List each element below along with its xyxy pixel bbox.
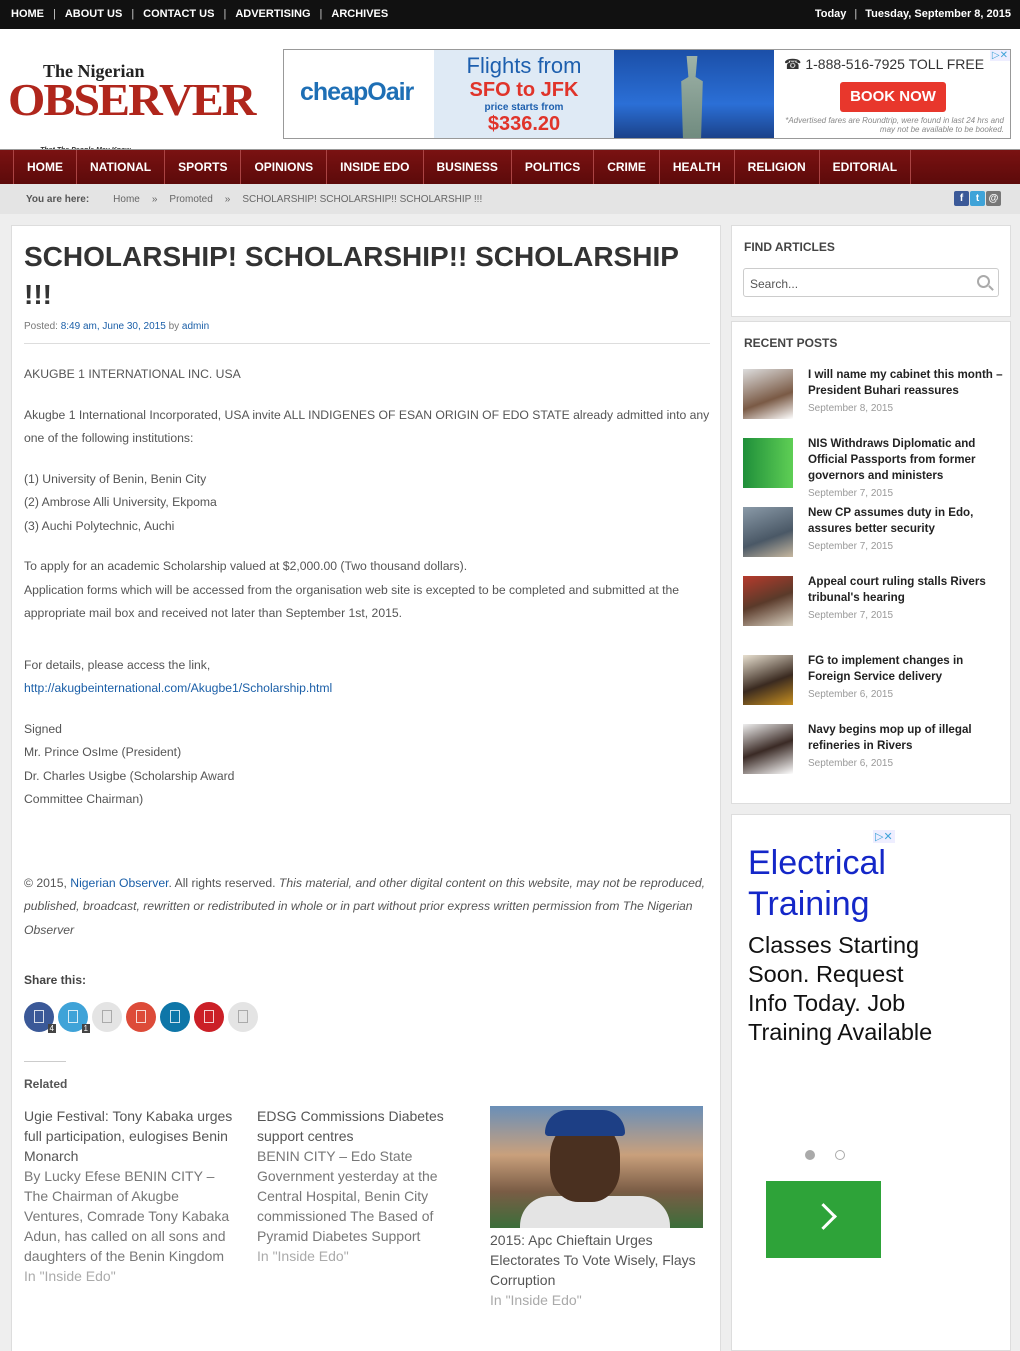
- nav-opinions[interactable]: OPINIONS: [240, 150, 326, 185]
- post-date: September 6, 2015: [808, 758, 894, 769]
- phone-icon: ☎: [784, 56, 806, 72]
- recent-posts-heading: RECENT POSTS: [744, 336, 838, 350]
- post-title[interactable]: Navy begins mop up of illegal refineries in Rivers: [808, 723, 972, 752]
- recent-post[interactable]: [743, 655, 1003, 710]
- ad-brand: cheapOair: [300, 78, 414, 106]
- article-signature: Signed Mr. Prince OsIme (President) Dr. Charles Usigbe (Scholarship Award Committee Chairman): [24, 721, 235, 806]
- nav-religion[interactable]: RELIGION: [734, 150, 819, 185]
- ad-flight-offer: [434, 50, 614, 139]
- top-link-advertising[interactable]: ADVERTISING: [235, 8, 311, 20]
- twitter-icon[interactable]: t: [970, 191, 985, 206]
- related-divider: [24, 1061, 66, 1062]
- author-link[interactable]: admin: [181, 321, 210, 332]
- ad-line1: Flights from: [466, 53, 582, 78]
- copyright-link[interactable]: Nigerian Observer: [70, 875, 169, 890]
- ad-choices-icon[interactable]: ▷✕: [875, 831, 893, 843]
- share-label: Share this:: [24, 973, 87, 987]
- share-email-button[interactable]: [228, 1002, 258, 1032]
- copyright-notice: © 2015, Nigerian Observer. All rights reserved. This material, and other digital content on this website, may not be reproduced, published, broadcast, rewritten or redistributed in whole or in part without prior express written permission from The Nigerian Observer: [24, 875, 706, 937]
- ad-phone: ☎ 1-888-516-7925 TOLL FREE: [784, 56, 985, 72]
- related-title[interactable]: 2015: Apc Chieftain Urges Electorates To Vote Wisely, Flays Corruption: [490, 1232, 696, 1288]
- post-thumbnail[interactable]: [743, 576, 793, 626]
- ad-pagination: [805, 1150, 845, 1160]
- search-input[interactable]: Search...: [743, 268, 999, 297]
- breadcrumb: You are here: Home » Promoted » SCHOLARSHIP! SCHOLARSHIP!! SCHOLARSHIP !!! f t @: [0, 184, 1020, 214]
- nav-crime[interactable]: CRIME: [593, 150, 659, 185]
- breadcrumb-label: You are here:: [26, 194, 90, 205]
- article-apply: To apply for an academic Scholarship valued at $2,000.00 (Two thousand dollars). Application forms which will be accessed from the organisation web site is excepted to be completed and submitted at the appropriate mail box and received not later than September 1st, 2015.: [24, 559, 680, 620]
- post-date: September 7, 2015: [808, 488, 894, 499]
- related-heading: Related: [24, 1077, 68, 1091]
- current-date: Tuesday, September 8, 2015: [865, 8, 1011, 20]
- recent-post[interactable]: [743, 507, 1003, 562]
- related-category: In "Inside Edo": [257, 1248, 349, 1264]
- post-title[interactable]: New CP assumes duty in Edo, assures better security: [808, 506, 974, 535]
- breadcrumb-home[interactable]: Home: [113, 194, 140, 205]
- print-icon: [102, 1010, 112, 1023]
- related-item[interactable]: [490, 1106, 705, 1310]
- search-icon[interactable]: [977, 275, 990, 288]
- institution-list: (1) University of Benin, Benin City (2) Ambrose Alli University, Ekpoma (3) Auchi Polytechnic, Auchi: [24, 471, 217, 533]
- find-articles-heading: FIND ARTICLES: [744, 240, 835, 254]
- search-widget: [731, 225, 1011, 317]
- post-title[interactable]: NIS Withdraws Diplomatic and Official Passports from former governors and ministers: [808, 437, 976, 482]
- ad-dot[interactable]: [835, 1150, 845, 1160]
- top-link-about[interactable]: ABOUT US: [64, 8, 123, 20]
- ad-dot-active[interactable]: [805, 1150, 815, 1160]
- ad-body: Classes Starting Soon. Request Info Today. Job Training Available: [748, 932, 933, 1045]
- post-date: September 7, 2015: [808, 610, 894, 621]
- related-excerpt: By Lucky Efese BENIN CITY – The Chairman of Akugbe Ventures, Comrade Tony Kabaka Adun, has called on all sons and daughters of the Benin Kingdom: [24, 1168, 230, 1264]
- nav-inside-edo[interactable]: INSIDE EDO: [326, 150, 422, 185]
- nav-health[interactable]: HEALTH: [659, 150, 734, 185]
- social-links: [954, 191, 1001, 206]
- post-date: September 6, 2015: [808, 689, 894, 700]
- article-title: SCHOLARSHIP! SCHOLARSHIP!! SCHOLARSHIP !!!: [24, 241, 679, 310]
- related-title[interactable]: EDSG Commissions Diabetes support centres: [257, 1108, 444, 1144]
- article-details: For details, please access the link, http://akugbeinternational.com/Akugbe1/Scholarship.html: [24, 657, 333, 695]
- share-buttons: [24, 1002, 258, 1032]
- article-body: [24, 363, 714, 959]
- article: [11, 225, 721, 1351]
- related-excerpt: BENIN CITY – Edo State Government yesterday at the Central Hospital, Benin City commissioned The Based of Pyramid Diabetes Support: [257, 1148, 438, 1244]
- ad-book-now-button[interactable]: BOOK NOW: [840, 82, 946, 112]
- nav-editorial[interactable]: EDITORIAL: [819, 150, 911, 185]
- logo-observer: OBSERVER: [8, 75, 255, 126]
- related-category: In "Inside Edo": [24, 1268, 116, 1284]
- site-header: [0, 29, 1020, 149]
- ad-price: $336.20: [487, 113, 561, 135]
- pinterest-icon: [204, 1010, 214, 1023]
- article-org: AKUGBE 1 INTERNATIONAL INC. USA: [24, 367, 241, 381]
- post-title[interactable]: Appeal court ruling stalls Rivers tribunal's hearing: [808, 575, 986, 604]
- top-date: Today | Tuesday, September 8, 2015: [814, 8, 1011, 20]
- related-title[interactable]: Ugie Festival: Tony Kabaka urges full participation, eulogises Benin Monarch: [24, 1108, 233, 1164]
- recent-post[interactable]: [743, 724, 1003, 779]
- google-plus-icon: [136, 1010, 146, 1023]
- breadcrumb-promoted[interactable]: Promoted: [169, 194, 213, 205]
- article-intro: Akugbe 1 International Incorporated, USA invite ALL INDIGENES OF ESAN ORIGIN OF EDO STATE already admitted into any one of the following institutions:: [24, 407, 710, 445]
- linkedin-icon: [170, 1010, 180, 1023]
- statue-of-liberty-image: [614, 50, 774, 139]
- post-title[interactable]: I will name my cabinet this month – President Buhari reassures: [808, 368, 1003, 397]
- site-logo[interactable]: [8, 59, 258, 159]
- ad-route: SFO to JFK: [469, 79, 579, 101]
- related-category: In "Inside Edo": [490, 1292, 582, 1308]
- ad-choices-icon[interactable]: ▷✕: [991, 50, 1008, 61]
- related-item[interactable]: [257, 1106, 472, 1266]
- ad-fine-print: *Advertised fares are Roundtrip, were found in last 24 hrs and may not be available to be booked.: [785, 116, 1004, 134]
- divider: [24, 343, 710, 344]
- ad-price-label: price starts from: [484, 102, 564, 113]
- twitter-icon: [68, 1010, 78, 1023]
- sidebar-ad[interactable]: [731, 814, 1011, 1351]
- recent-posts-widget: [731, 321, 1011, 804]
- top-link-archives[interactable]: ARCHIVES: [331, 8, 389, 20]
- post-date: September 8, 2015: [808, 403, 894, 414]
- post-thumbnail[interactable]: [743, 369, 793, 419]
- nav-home[interactable]: HOME: [13, 150, 76, 185]
- post-thumbnail[interactable]: [743, 655, 793, 705]
- post-thumbnail[interactable]: [743, 438, 793, 488]
- logo-the-nigerian: The Nigerian: [43, 61, 145, 81]
- scholarship-link[interactable]: http://akugbeinternational.com/Akugbe1/Scholarship.html: [24, 681, 333, 695]
- nav-national[interactable]: NATIONAL: [76, 150, 164, 185]
- ad-headline[interactable]: Electrical Training: [748, 844, 886, 923]
- nav-politics[interactable]: POLITICS: [511, 150, 593, 185]
- related-image[interactable]: [490, 1106, 703, 1228]
- banner-ad[interactable]: [283, 49, 1011, 139]
- main-nav: [0, 149, 1020, 184]
- recent-post[interactable]: [743, 437, 1003, 499]
- article-date-link[interactable]: 8:49 am, June 30, 2015: [60, 321, 166, 332]
- share-twitter-button[interactable]: 1: [58, 1002, 88, 1032]
- share-google-button[interactable]: [126, 1002, 156, 1032]
- nav-sports[interactable]: SPORTS: [164, 150, 240, 185]
- post-thumbnail[interactable]: [743, 724, 793, 774]
- email-icon[interactable]: @: [986, 191, 1001, 206]
- share-facebook-button[interactable]: 4: [24, 1002, 54, 1032]
- recent-post[interactable]: [743, 369, 1003, 424]
- nav-business[interactable]: BUSINESS: [423, 150, 511, 185]
- top-links: HOME | ABOUT US | CONTACT US | ADVERTISING | ARCHIVES: [11, 8, 389, 20]
- post-thumbnail[interactable]: [743, 507, 793, 557]
- top-link-contact[interactable]: CONTACT US: [143, 8, 215, 20]
- top-link-home[interactable]: HOME: [11, 8, 44, 20]
- related-item[interactable]: [24, 1106, 239, 1286]
- today-label: Today: [814, 8, 847, 20]
- recent-post[interactable]: [743, 576, 1003, 631]
- breadcrumb-current: SCHOLARSHIP! SCHOLARSHIP!! SCHOLARSHIP !!!: [242, 194, 483, 205]
- facebook-icon[interactable]: f: [954, 191, 969, 206]
- email-icon: [238, 1010, 248, 1023]
- ad-next-button[interactable]: [766, 1181, 881, 1258]
- facebook-icon: [34, 1010, 44, 1023]
- top-bar: [0, 0, 1020, 29]
- article-meta: Posted: 8:49 am, June 30, 2015 by admin: [24, 321, 210, 332]
- post-date: September 7, 2015: [808, 541, 894, 552]
- share-print-button[interactable]: [92, 1002, 122, 1032]
- share-linkedin-button[interactable]: [160, 1002, 190, 1032]
- share-pinterest-button[interactable]: [194, 1002, 224, 1032]
- post-title[interactable]: FG to implement changes in Foreign Service delivery: [808, 654, 964, 683]
